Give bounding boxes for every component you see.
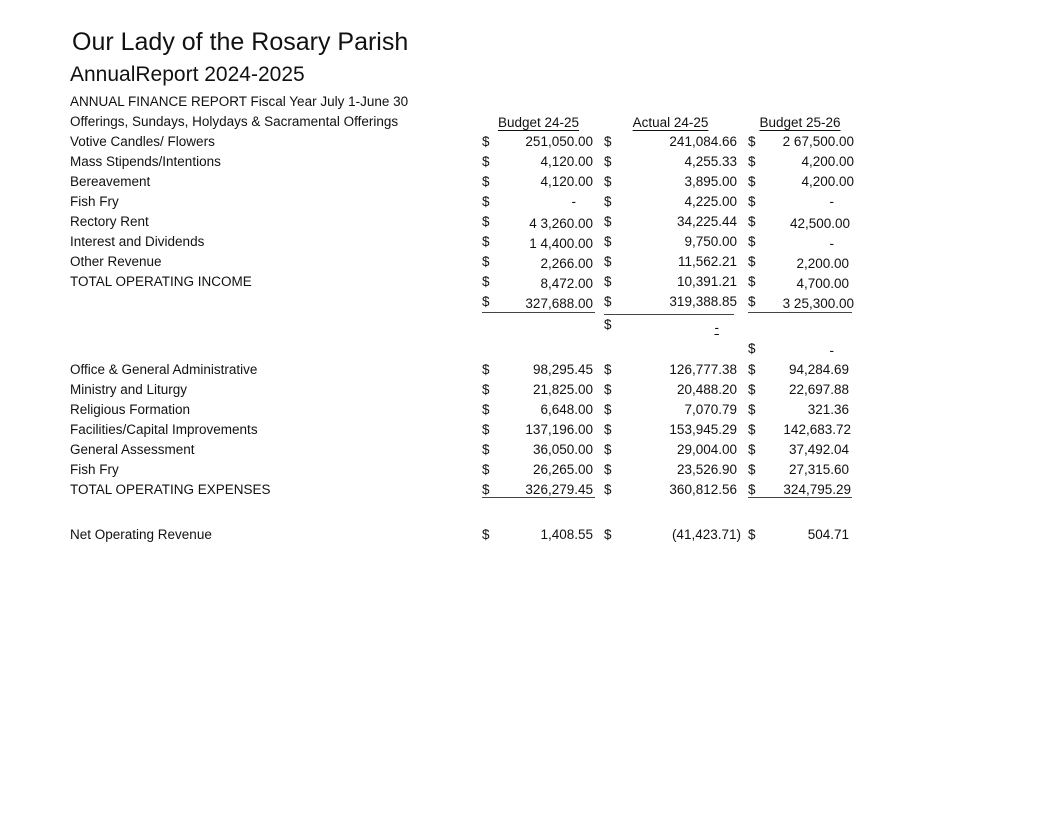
budget-2425-value: 1,408.55 bbox=[540, 527, 593, 542]
offerings-line: Offerings, Sundays, Holydays & Sacramental Offerings bbox=[70, 114, 399, 129]
dollar-sign: $ bbox=[604, 174, 612, 189]
dollar-sign: $ bbox=[604, 234, 612, 249]
total-rule bbox=[604, 314, 734, 315]
budget-2526-value: 4,700.00 bbox=[796, 276, 849, 291]
dollar-sign: $ bbox=[482, 482, 490, 497]
budget-2425-value: 4,120.00 bbox=[540, 154, 593, 169]
budget-2526-value: - bbox=[829, 236, 834, 251]
table-row bbox=[0, 274, 1056, 292]
dollar-sign: $ bbox=[604, 442, 612, 457]
budget-2425-value: - bbox=[571, 194, 576, 209]
dollar-sign: $ bbox=[748, 462, 756, 477]
actual-2425-value: 7,070.79 bbox=[684, 402, 737, 417]
table-row bbox=[0, 462, 1056, 480]
dollar-sign: $ bbox=[604, 317, 612, 332]
row-label: Fish Fry bbox=[70, 462, 119, 477]
dollar-sign: $ bbox=[604, 527, 612, 542]
row-label: Net Operating Revenue bbox=[70, 527, 212, 542]
actual-2425-value: 34,225.44 bbox=[676, 214, 737, 229]
dollar-sign: $ bbox=[748, 174, 756, 189]
dollar-sign: $ bbox=[482, 134, 490, 149]
dollar-sign: $ bbox=[748, 274, 756, 289]
actual-2425-value: 3,895.00 bbox=[684, 174, 737, 189]
total-rule bbox=[748, 312, 852, 313]
dollar-sign: $ bbox=[604, 362, 612, 377]
dollar-sign: $ bbox=[604, 134, 612, 149]
row-label: Votive Candles/ Flowers bbox=[70, 134, 215, 149]
table-row bbox=[0, 442, 1056, 460]
budget-2526-value: 4,200.00 bbox=[801, 174, 854, 189]
budget-2526-value: 2 67,500.00 bbox=[782, 134, 854, 149]
budget-2526-value: - bbox=[829, 194, 834, 209]
dollar-sign: $ bbox=[482, 422, 490, 437]
total-rule bbox=[482, 312, 595, 313]
dollar-sign: $ bbox=[604, 482, 612, 497]
dollar-sign: $ bbox=[482, 254, 490, 269]
budget-2526-value: 4,200.00 bbox=[801, 154, 854, 169]
budget-2526-value: 27,315.60 bbox=[788, 462, 849, 477]
row-label: Ministry and Liturgy bbox=[70, 382, 188, 397]
budget-2425-value: 26,265.00 bbox=[532, 462, 593, 477]
budget-2425-value: 6,648.00 bbox=[540, 402, 593, 417]
table-row bbox=[0, 134, 1056, 152]
dollar-sign: $ bbox=[604, 422, 612, 437]
dollar-sign: $ bbox=[748, 154, 756, 169]
dollar-sign: $ bbox=[604, 214, 612, 229]
total-rule bbox=[748, 497, 852, 498]
dollar-sign: $ bbox=[482, 442, 490, 457]
actual-2425-value: 241,084.66 bbox=[669, 134, 737, 149]
extra-actual-value: - bbox=[714, 320, 719, 335]
dollar-sign: $ bbox=[482, 402, 490, 417]
row-label: Bereavement bbox=[70, 174, 151, 189]
actual-2425-value: 360,812.56 bbox=[669, 482, 737, 497]
actual-2425-value: 29,004.00 bbox=[676, 442, 737, 457]
budget-2526-value: 321.36 bbox=[807, 402, 849, 417]
dollar-sign: $ bbox=[748, 422, 756, 437]
actual-2425-value: 10,391.21 bbox=[676, 274, 737, 289]
dollar-sign: $ bbox=[748, 254, 756, 269]
actual-2425-value: 153,945.29 bbox=[669, 422, 737, 437]
dollar-sign: $ bbox=[604, 194, 612, 209]
parish-title: Our Lady of the Rosary Parish bbox=[72, 28, 409, 56]
dollar-sign: $ bbox=[482, 274, 490, 289]
dollar-sign: $ bbox=[748, 214, 756, 229]
column-header-budget-2526 bbox=[748, 115, 852, 131]
budget-2526-value: 324,795.29 bbox=[783, 482, 851, 497]
budget-2425-value: 8,472.00 bbox=[540, 276, 593, 291]
dollar-sign: $ bbox=[482, 362, 490, 377]
actual-2425-value: 9,750.00 bbox=[684, 234, 737, 249]
dollar-sign: $ bbox=[482, 174, 490, 189]
budget-2425-value: 4 3,260.00 bbox=[529, 216, 593, 231]
dollar-sign: $ bbox=[482, 527, 490, 542]
budget-2526-value: 142,683.72 bbox=[783, 422, 851, 437]
dollar-sign: $ bbox=[482, 154, 490, 169]
budget-2425-value: 36,050.00 bbox=[532, 442, 593, 457]
budget-2425-value: 137,196.00 bbox=[525, 422, 593, 437]
total-rule bbox=[482, 497, 595, 498]
row-label: TOTAL OPERATING INCOME bbox=[70, 274, 252, 289]
row-label: TOTAL OPERATING EXPENSES bbox=[70, 482, 271, 497]
row-label: Religious Formation bbox=[70, 402, 191, 417]
dollar-sign: $ bbox=[482, 462, 490, 477]
table-row bbox=[0, 194, 1056, 212]
dollar-sign: $ bbox=[604, 402, 612, 417]
report-title: AnnualReport 2024-2025 bbox=[70, 63, 305, 86]
budget-2425-value: 21,825.00 bbox=[532, 382, 593, 397]
dollar-sign: $ bbox=[482, 214, 490, 229]
dollar-sign: $ bbox=[482, 382, 490, 397]
budget-2526-value: 2,200.00 bbox=[796, 256, 849, 271]
actual-2425-value: 126,777.38 bbox=[669, 362, 737, 377]
table-row bbox=[0, 154, 1056, 172]
table-row bbox=[0, 214, 1056, 232]
actual-2425-value: 4,255.33 bbox=[684, 154, 737, 169]
column-header-budget-2526-text: Budget 25-26 bbox=[759, 115, 841, 130]
column-header-actual-2425 bbox=[604, 115, 737, 131]
dollar-sign: $ bbox=[748, 134, 756, 149]
dollar-sign: $ bbox=[748, 382, 756, 397]
dollar-sign: $ bbox=[482, 294, 490, 309]
budget-2425-value: 251,050.00 bbox=[525, 134, 593, 149]
dollar-sign: $ bbox=[604, 462, 612, 477]
row-label: Facilities/Capital Improvements bbox=[70, 422, 258, 437]
column-header-budget-2425 bbox=[482, 115, 595, 131]
budget-2526-value: 37,492.04 bbox=[788, 442, 849, 457]
row-label: Fish Fry bbox=[70, 194, 119, 209]
table-row bbox=[0, 174, 1056, 192]
net-operating-row bbox=[0, 527, 1056, 545]
table-row bbox=[0, 362, 1056, 380]
budget-2425-total: 327,688.00 bbox=[525, 296, 593, 311]
dollar-sign: $ bbox=[748, 294, 756, 309]
dollar-sign: $ bbox=[604, 154, 612, 169]
dollar-sign: $ bbox=[748, 362, 756, 377]
dollar-sign: $ bbox=[604, 294, 612, 309]
budget-2425-value: 1 4,400.00 bbox=[529, 236, 593, 251]
dollar-sign: $ bbox=[482, 194, 490, 209]
extra-budget-row bbox=[0, 341, 1056, 359]
actual-2425-value: 20,488.20 bbox=[676, 382, 737, 397]
table-row bbox=[0, 422, 1056, 440]
actual-2425-total: 319,388.85 bbox=[669, 294, 737, 309]
budget-2526-value: 42,500.00 bbox=[789, 216, 850, 231]
extra-budget-2526-value: - bbox=[829, 343, 834, 358]
income-totals-row bbox=[0, 294, 1056, 312]
table-row bbox=[0, 402, 1056, 420]
dollar-sign: $ bbox=[748, 341, 756, 356]
table-row bbox=[0, 254, 1056, 272]
row-label: Mass Stipends/Intentions bbox=[70, 154, 221, 169]
fiscal-year-line: ANNUAL FINANCE REPORT Fiscal Year July 1-June 30 bbox=[70, 94, 409, 109]
actual-2425-value: 4,225.00 bbox=[684, 194, 737, 209]
budget-2425-value: 98,295.45 bbox=[532, 362, 593, 377]
budget-2425-value: 326,279.45 bbox=[525, 482, 593, 497]
budget-2425-value: 2,266.00 bbox=[540, 256, 593, 271]
budget-2526-value: 94,284.69 bbox=[788, 362, 849, 377]
row-label: Office & General Administrative bbox=[70, 362, 258, 377]
dollar-sign: $ bbox=[748, 482, 756, 497]
actual-2425-value: 23,526.90 bbox=[676, 462, 737, 477]
row-label: General Assessment bbox=[70, 442, 195, 457]
budget-2526-value: 22,697.88 bbox=[788, 382, 849, 397]
dollar-sign: $ bbox=[748, 194, 756, 209]
dollar-sign: $ bbox=[604, 274, 612, 289]
dollar-sign: $ bbox=[748, 402, 756, 417]
dollar-sign: $ bbox=[748, 442, 756, 457]
extra-actual-row bbox=[0, 317, 1056, 335]
row-label: Other Revenue bbox=[70, 254, 162, 269]
table-row bbox=[0, 382, 1056, 400]
column-header-budget-2425-text: Budget 24-25 bbox=[497, 115, 580, 130]
column-header-actual-2425-text: Actual 24-25 bbox=[632, 115, 709, 130]
row-label: Rectory Rent bbox=[70, 214, 149, 229]
actual-2425-value: 11,562.21 bbox=[677, 254, 737, 269]
dollar-sign: $ bbox=[604, 254, 612, 269]
actual-2425-value: (41,423.71) bbox=[671, 527, 741, 542]
budget-2425-value: 4,120.00 bbox=[540, 174, 593, 189]
row-label: Interest and Dividends bbox=[70, 234, 205, 249]
table-row bbox=[0, 234, 1056, 252]
dollar-sign: $ bbox=[748, 527, 756, 542]
budget-2526-value: 504.71 bbox=[807, 527, 849, 542]
dollar-sign: $ bbox=[482, 234, 490, 249]
dollar-sign: $ bbox=[604, 382, 612, 397]
dollar-sign: $ bbox=[748, 234, 756, 249]
budget-2526-total: 3 25,300.00 bbox=[782, 296, 854, 311]
